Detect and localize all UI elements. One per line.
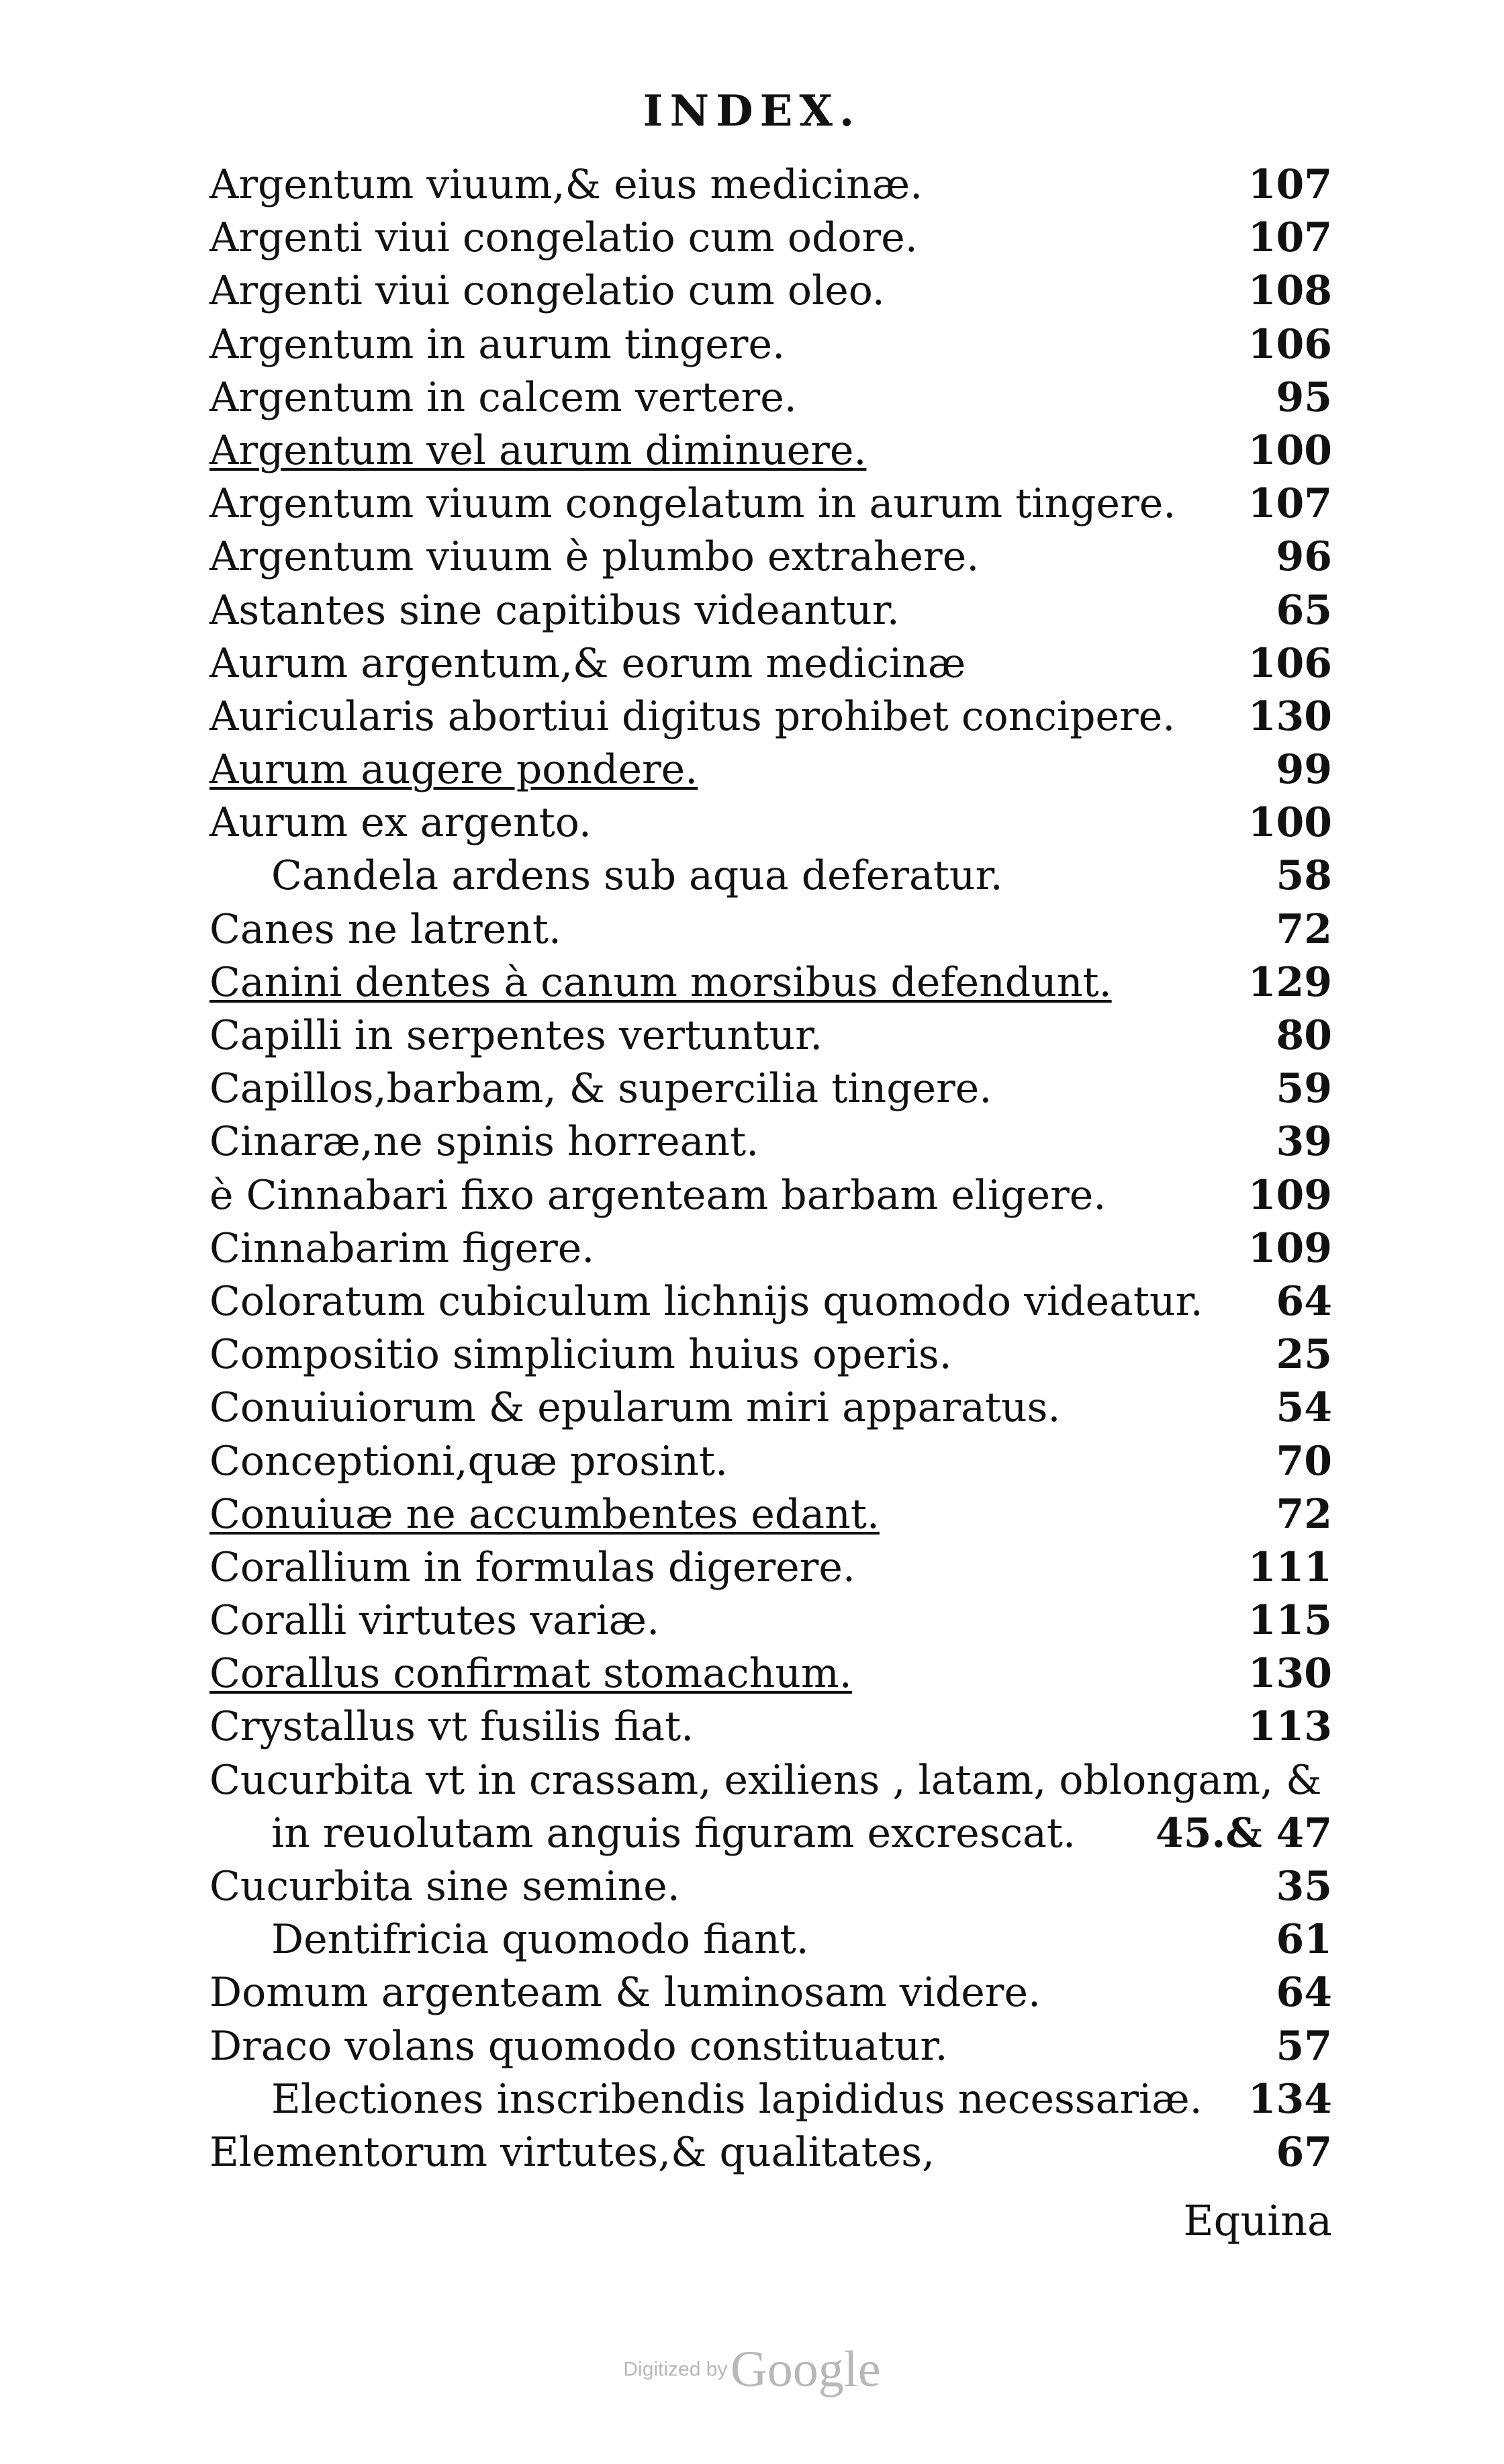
entry-page: 57 (1276, 2022, 1332, 2070)
entry-page: 113 (1248, 1703, 1332, 1751)
index-entry (209, 1435, 1332, 1488)
entry-page: 58 (1276, 852, 1332, 900)
entry-text: Argenti viui congelatio cum odore. (209, 214, 918, 262)
credit-logo: Google (730, 2341, 881, 2398)
entry-text: Aurum augere pondere. (209, 746, 698, 794)
entry-page: 99 (1276, 746, 1332, 794)
entry-text: Conceptioni,quæ prosint. (209, 1437, 728, 1485)
entry-page: 134 (1248, 2075, 1332, 2123)
entry-page: 108 (1248, 267, 1332, 315)
entry-page: 107 (1248, 214, 1332, 262)
entry-text: Canes ne latrent. (209, 905, 562, 953)
index-entry (209, 796, 1332, 850)
index-entry (209, 956, 1332, 1009)
entry-text: Argentum viuum congelatum in aurum tingere. (209, 480, 1176, 528)
index-entry (209, 1807, 1332, 1860)
entry-page: 64 (1276, 1969, 1332, 2017)
page-header: INDEX. (643, 86, 861, 136)
entry-text: Dentifricia quomodo fiant. (271, 1916, 809, 1964)
entry-page: 106 (1248, 639, 1332, 687)
index-entries (209, 158, 1332, 2179)
index-entry (209, 690, 1332, 743)
entry-text: Cucurbita vt in crassam, exiliens , latam, oblongam, & (209, 1756, 1322, 1804)
index-entry (209, 2020, 1332, 2073)
entry-page: 129 (1248, 958, 1332, 1006)
entry-page: 107 (1248, 480, 1332, 528)
index-entry (209, 1009, 1332, 1062)
entry-page: 100 (1248, 426, 1332, 474)
entry-page: 109 (1248, 1224, 1332, 1272)
index-entry (209, 1594, 1332, 1647)
entry-page: 111 (1248, 1543, 1332, 1591)
entry-text: Argentum viuum è plumbo extrahere. (209, 533, 980, 581)
index-entry (209, 1488, 1332, 1541)
entry-text: Aurum ex argento. (209, 799, 592, 847)
entry-text: Argentum vel aurum diminuere. (209, 426, 867, 474)
index-entry (209, 212, 1332, 265)
entry-text: Auricularis abortiui digitus prohibet concipere. (209, 692, 1176, 740)
entry-text: Argentum viuum,& eius medicinæ. (209, 161, 923, 208)
index-entry (209, 2126, 1332, 2179)
entry-text: Capilli in serpentes vertuntur. (209, 1012, 823, 1059)
index-entry (209, 158, 1332, 212)
index-entry (209, 1700, 1332, 1753)
entry-text: Electiones inscribendis lapididus necessariæ. (271, 2075, 1203, 2123)
entry-page: 107 (1248, 161, 1332, 208)
entry-text: Candela ardens sub aqua deferatur. (271, 852, 1003, 900)
entry-page: 130 (1248, 692, 1332, 740)
entry-text: Aurum argentum,& eorum medicinæ (209, 639, 966, 687)
index-entry (209, 584, 1332, 637)
entry-text: è Cinnabari fixo argenteam barbam eligere. (209, 1171, 1107, 1219)
entry-text: Compositio simplicium huius operis. (209, 1331, 952, 1379)
index-entry (209, 1541, 1332, 1594)
entry-page: 25 (1276, 1331, 1332, 1379)
entry-text: Draco volans quomodo constituatur. (209, 2022, 948, 2070)
entry-text: Domum argenteam & luminosam videre. (209, 1969, 1041, 2017)
index-entry (209, 1222, 1332, 1275)
entry-page: 109 (1248, 1171, 1332, 1219)
entry-text: Cucurbita sine semine. (209, 1863, 680, 1910)
entry-text: Argentum in aurum tingere. (209, 320, 786, 368)
digitized-credit (0, 2340, 1504, 2399)
index-entry (209, 1860, 1332, 1913)
entry-text: Corallus confirmat stomachum. (209, 1650, 852, 1698)
index-entry (209, 1328, 1332, 1381)
entry-text: Corallium in formulas digerere. (209, 1543, 855, 1591)
entry-page: 72 (1276, 905, 1332, 953)
index-entry (209, 1913, 1332, 1966)
entry-text: Argentum in calcem vertere. (209, 373, 797, 421)
index-entry (209, 531, 1332, 584)
entry-text: Astantes sine capitibus videantur. (209, 586, 900, 634)
entry-page: 54 (1276, 1384, 1332, 1432)
entry-page: 95 (1276, 373, 1332, 421)
index-entry (209, 477, 1332, 531)
entry-text: Capillos,barbam, & supercilia tingere. (209, 1065, 992, 1113)
index-entry (209, 1062, 1332, 1115)
entry-page: 72 (1276, 1490, 1332, 1538)
index-entry (209, 637, 1332, 690)
index-entry (209, 903, 1332, 956)
index-entry (209, 371, 1332, 424)
entry-page: 61 (1276, 1916, 1332, 1964)
entry-text: Elementorum virtutes,& qualitates, (209, 2128, 935, 2176)
catchword: Equina (1183, 2196, 1332, 2245)
entry-text: Conuiuæ ne accumbentes edant. (209, 1490, 880, 1538)
entry-text: Coloratum cubiculum lichnijs quomodo videatur. (209, 1277, 1203, 1325)
entry-text: Cinnabarim figere. (209, 1224, 595, 1272)
entry-page: 106 (1248, 320, 1332, 368)
entry-page: 67 (1276, 2128, 1332, 2176)
entry-page: 64 (1276, 1277, 1332, 1325)
entry-page: 80 (1276, 1012, 1332, 1059)
entry-page: 130 (1248, 1650, 1332, 1698)
index-entry (209, 850, 1332, 903)
entry-page: 59 (1276, 1065, 1332, 1113)
index-entry (209, 2073, 1332, 2126)
entry-page: 115 (1248, 1597, 1332, 1645)
entry-page: 70 (1276, 1437, 1332, 1485)
index-entry (209, 1115, 1332, 1169)
credit-prefix: Digitized by (623, 2358, 728, 2381)
index-entry (209, 1966, 1332, 2019)
entry-text: Crystallus vt fusilis fiat. (209, 1703, 694, 1751)
index-entry (209, 743, 1332, 796)
index-entry (209, 1754, 1332, 1807)
index-entry (209, 1169, 1332, 1222)
entry-text: Coralli virtutes variæ. (209, 1597, 660, 1645)
entry-text: Canini dentes à canum morsibus defendunt. (209, 958, 1112, 1006)
entry-page: 65 (1276, 586, 1332, 634)
entry-text: Cinaræ,ne spinis horreant. (209, 1118, 759, 1166)
index-entry (209, 318, 1332, 371)
entry-text: Argenti viui congelatio cum oleo. (209, 267, 885, 315)
entry-text: Conuiuiorum & epularum miri apparatus. (209, 1384, 1061, 1432)
index-entry (209, 265, 1332, 318)
index-entry (209, 1647, 1332, 1700)
index-entry (209, 424, 1332, 477)
entry-page: 45.& 47 (1156, 1809, 1332, 1857)
entry-text: in reuolutam anguis figuram excrescat. (271, 1809, 1076, 1857)
index-entry (209, 1275, 1332, 1328)
entry-page: 96 (1276, 533, 1332, 581)
entry-page: 35 (1276, 1863, 1332, 1910)
entry-page: 39 (1276, 1118, 1332, 1166)
index-entry (209, 1381, 1332, 1434)
entry-page: 100 (1248, 799, 1332, 847)
